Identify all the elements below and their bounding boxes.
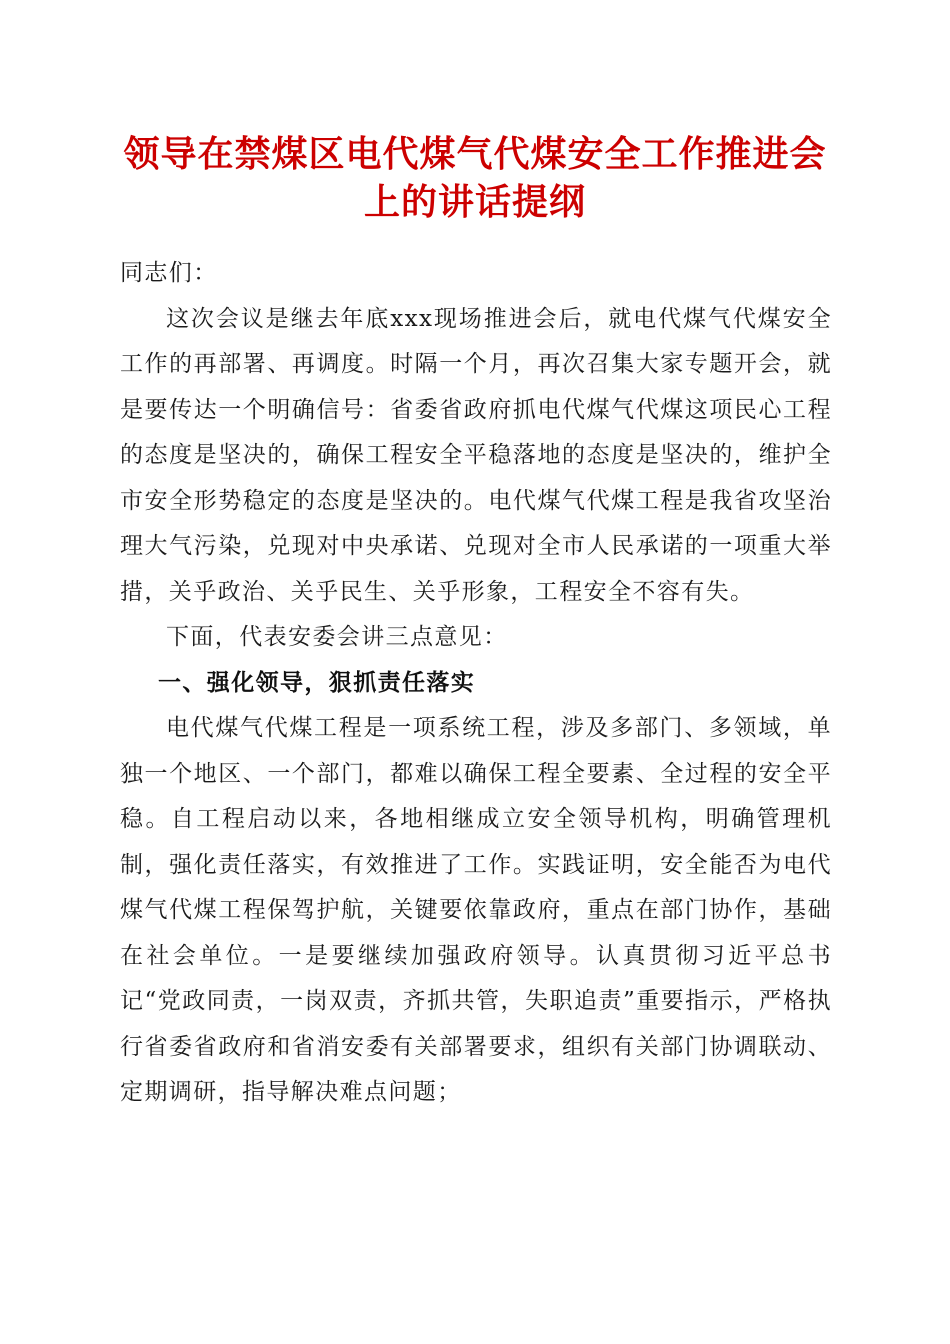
document-body [120,251,832,1116]
section-heading-1: 一、强化领导，狠抓责任落实 [158,669,476,696]
paragraph-transition: 下面，代表安委会讲三点意见： [166,624,508,650]
paragraph-intro: 这次会议是继去年底xxx现场推进会后，就电代煤气代煤安全工作的再部署、再调度。时隔一个月，再次召集大家专题开会，就是要传达一个明确信号：省委省政府抓电代煤气代煤这项民心工程的态度是坚决的，确保工程安全平稳落地的态度是坚决的，维护全市安全形势稳定的态度是坚决的。电代煤气代煤工程是我省攻坚治理大气污染，兑现对中央承诺、兑现对全市人民承诺的一项重大举措，关乎政治、关乎民生、关乎形象，工程安全不容有失。 [120,305,832,605]
document-title: 领导在禁煤区电代煤气代煤安全工作推进会上的讲话提纲 [123,133,827,223]
paragraph-section-1: 电代煤气代煤工程是一项系统工程，涉及多部门、多领域，单独一个地区、一个部门，都难以确保工程全要素、全过程的安全平稳。自工程启动以来，各地相继成立安全领导机构，明确管理机制，强化责任落实，有效推进了工作。实践证明，安全能否为电代煤气代煤工程保驾护航，关键要依靠政府，重点在部门协作，基础在社会单位。一是要继续加强政府领导。认真贯彻习近平总书记“党政同责，一岗双责，齐抓共管，失职追责”重要指示，严格执行省委省政府和省消安委有关部署要求，组织有关部门协调联动、定期调研，指导解决难点问题； [120,715,832,1105]
salutation: 同志们： [120,260,218,286]
